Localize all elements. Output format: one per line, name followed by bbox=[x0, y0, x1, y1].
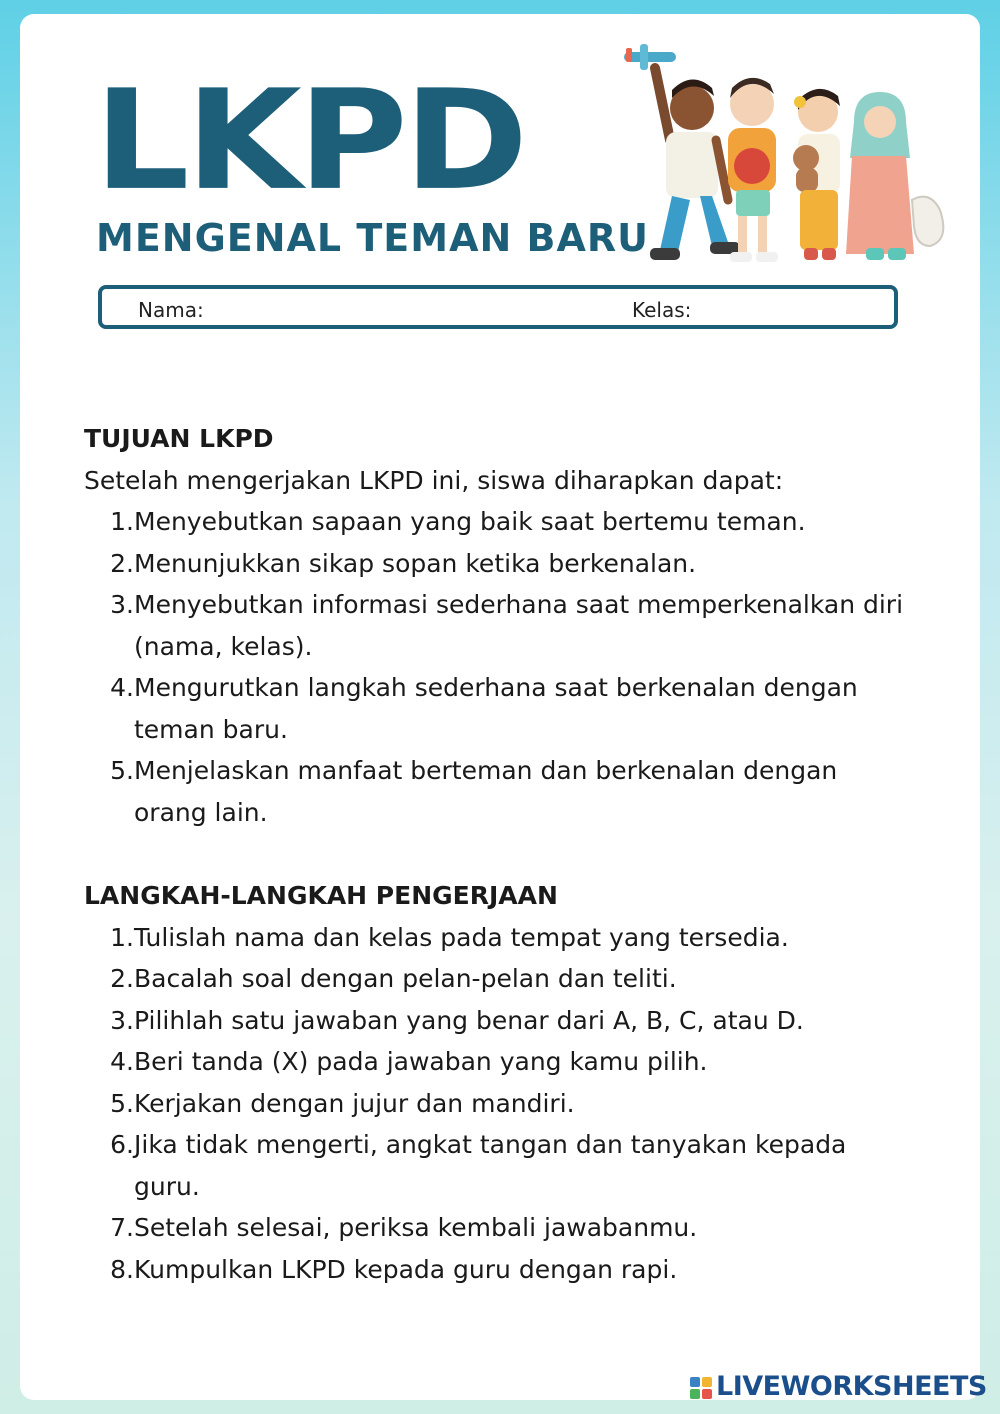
list-item: 4. Mengurutkan langkah sederhana saat berkenalan dengan teman baru. bbox=[110, 673, 858, 744]
list-item: 2. Bacalah soal dengan pelan-pelan dan teliti. bbox=[110, 964, 677, 993]
class-label: Kelas: bbox=[632, 298, 692, 322]
list-item: 7. Setelah selesai, periksa kembali jawabanmu. bbox=[110, 1213, 698, 1242]
name-class-box[interactable] bbox=[98, 285, 898, 329]
list-item: 1. Tulislah nama dan kelas pada tempat yang tersedia. bbox=[110, 922, 789, 952]
page-subtitle: MENGENAL TEMAN BARU bbox=[96, 216, 650, 260]
children-group-illustration bbox=[600, 40, 980, 280]
girl-with-teddy-figure bbox=[793, 89, 840, 260]
liveworksheets-logo-icon bbox=[690, 1377, 712, 1399]
list-item: 8. Kumpulkan LKPD kepada guru dengan rapi. bbox=[110, 1254, 678, 1284]
list-item: 5. Kerjakan dengan jujur dan mandiri. bbox=[110, 1088, 575, 1118]
boy-with-ball-figure bbox=[728, 78, 778, 262]
girl-in-hijab-figure bbox=[846, 92, 943, 260]
list-item: 5. Menjelaskan manfaat berteman dan berkenalan dengan orang lain. bbox=[110, 756, 838, 827]
steps-list bbox=[84, 917, 904, 1291]
worksheet-content bbox=[84, 418, 904, 1290]
page-title: LKPD bbox=[94, 60, 525, 222]
list-item: 3. Pilihlah satu jawaban yang benar dari A, B, C, atau D. bbox=[110, 1005, 804, 1035]
list-item: 4. Beri tanda (X) pada jawaban yang kamu pilih. bbox=[110, 1047, 708, 1076]
list-item: 6. Jika tidak mengerti, angkat tangan dan tanyakan kepada guru. bbox=[110, 1130, 847, 1201]
steps-heading: LANGKAH-LANGKAH PENGERJAAN bbox=[84, 881, 558, 910]
liveworksheets-footer[interactable] bbox=[690, 1370, 990, 1404]
brand-name: LIVEWORKSHEETS bbox=[716, 1371, 987, 1402]
list-item: 3. Menyebutkan informasi sederhana saat memperkenalkan diri (nama, kelas). bbox=[110, 590, 904, 661]
objectives-heading: TUJUAN LKPD bbox=[84, 424, 274, 453]
list-item: 1. Menyebutkan sapaan yang baik saat bertemu teman. bbox=[110, 507, 806, 536]
list-item: 2. Menunjukkan sikap sopan ketika berkenalan. bbox=[110, 548, 697, 578]
name-label: Nama: bbox=[138, 298, 204, 322]
objectives-list bbox=[84, 501, 904, 833]
toy-plane-icon bbox=[624, 44, 676, 70]
boy-with-plane-figure bbox=[650, 68, 740, 260]
objectives-intro: Setelah mengerjakan LKPD ini, siswa diharapkan dapat: bbox=[84, 465, 784, 495]
